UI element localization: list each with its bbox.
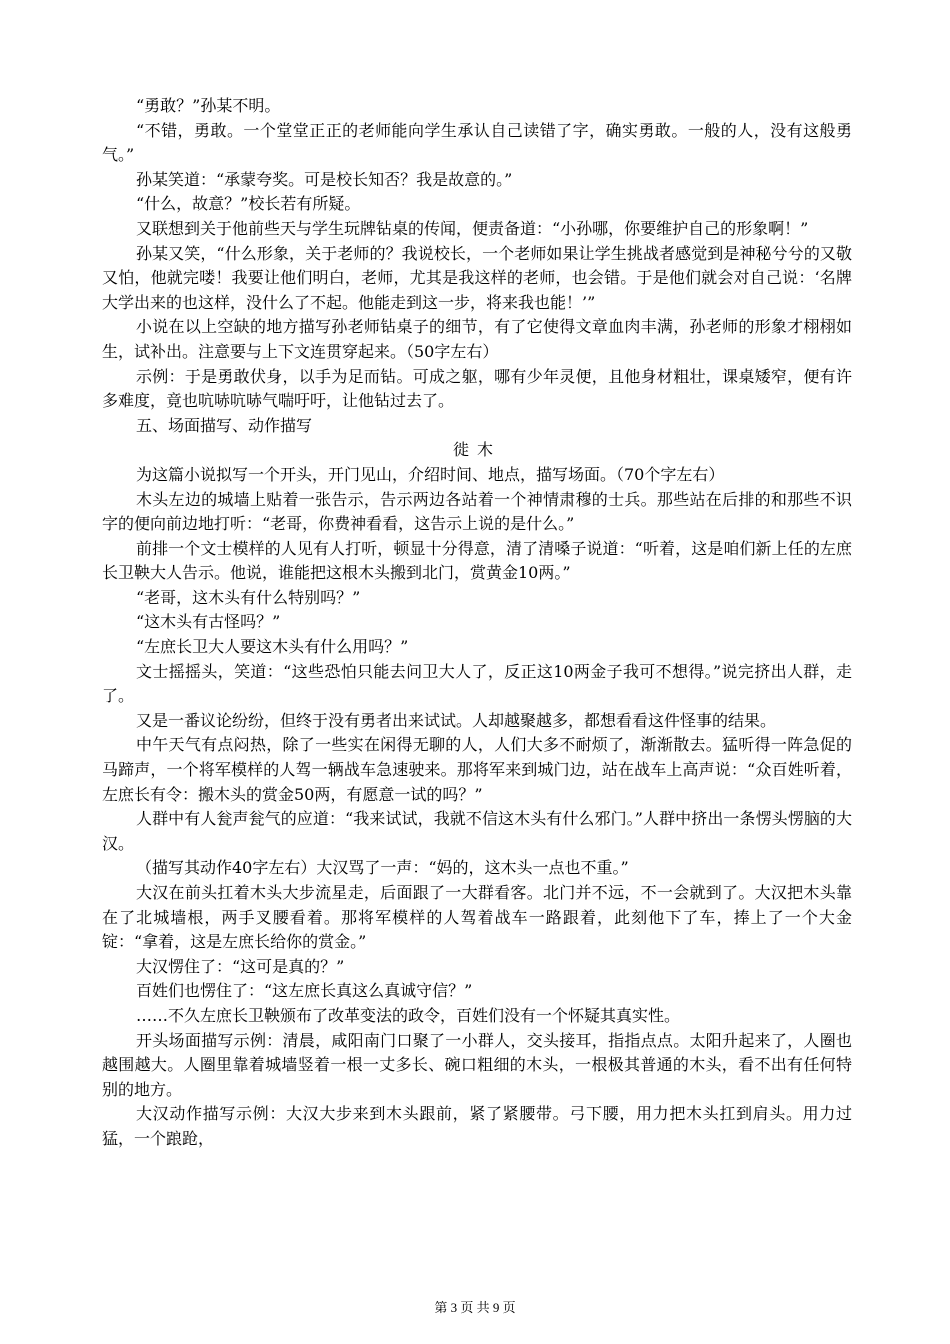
paragraph: “老哥，这木头有什么特别吗？”	[136, 587, 361, 607]
paragraph: 又是一番议论纷纷，但终于没有勇者出来试试。人却越聚越多，都想看看这件怪事的结果。	[136, 710, 777, 730]
paragraph: 大汉动作描写示例：大汉大步来到木头跟前，紧了紧腰带。弓下腰，用力把木头扛到肩头。用力过猛，一个踉跄，	[102, 1104, 852, 1148]
paragraph: 又联想到关于他前些天与学生玩牌钻桌的传闻，便责备道：“小孙哪，你要维护自己的形象啊！”	[136, 218, 809, 238]
paragraph: “什么，故意？”校长若有所疑。	[136, 194, 361, 214]
paragraph: ……不久左庶长卫鞅颁布了改革变法的政令，百姓们没有一个怀疑其真实性。	[136, 1005, 681, 1025]
paragraph: 中午天气有点闷热，除了一些实在闲得无聊的人，人们大多不耐烦了，渐渐散去。猛听得一阵急促的马蹄声，一个将军模样的人驾一辆战车急速驶来。那将军来到城门边，站在战车上高声说：“众百姓听着，左庶长有令：搬木头的赏金50两，有愿意一试的吗？”	[102, 735, 852, 804]
paragraph: 开头场面描写示例：清晨，咸阳南门口聚了一小群人，交头接耳，指指点点。太阳升起来了，人圈也越围越大。人圈里靠着城墙竖着一根一丈多长、碗口粗细的木头，一根极其普通的木头，看不出有任何特别的地方。	[102, 1030, 852, 1099]
paragraph: “这木头有古怪吗？”	[136, 612, 281, 632]
paragraph: 孙某又笑，“什么形象，关于老师的？我说校长，一个老师如果让学生挑战者感觉到是神秘兮兮的又敬又怕，他就完喽！我要让他们明白，老师，尤其是我这样的老师，也会错。于是他们就会对自己说：‘名牌大学出来的也这样，没什么了不起。他能走到这一步，将来我也能！’”	[102, 243, 852, 312]
story-title: 徙木	[452, 440, 501, 460]
page-number-footer: 第 3 页 共 9 页	[434, 1300, 516, 1315]
paragraph: “左庶长卫大人要这木头有什么用吗？”	[136, 637, 409, 657]
section-heading: 五、场面描写、动作描写	[136, 415, 313, 435]
document-body	[102, 94, 852, 1152]
paragraph: 孙某笑道：“承蒙夸奖。可是校长知否？我是故意的。”	[136, 169, 513, 189]
paragraph: 为这篇小说拟写一个开头，开门见山，介绍时间、地点，描写场面。（70个字左右）	[136, 464, 725, 484]
paragraph: 大汉在前头扛着木头大步流星走，后面跟了一大群看客。北门并不远，不一会就到了。大汉把木头靠在了北城墙根，两手叉腰看着。那将军模样的人驾着战车一路跟着，此刻他下了车，捧上了一个大金锭：“拿着，这是左庶长给你的赏金。”	[102, 883, 852, 952]
paragraph: 百姓们也愣住了：“这左庶长真这么真诚守信？”	[136, 981, 473, 1001]
paragraph: 前排一个文士模样的人见有人打听，顿显十分得意，清了清嗓子说道：“听着，这是咱们新上任的左庶长卫鞅大人告示。他说，谁能把这根木头搬到北门，赏黄金10两。”	[102, 538, 852, 583]
paragraph: “勇敢？”孙某不明。	[136, 96, 281, 115]
paragraph: 人群中有人瓮声瓮气的应道：“我来试试，我就不信这木头有什么邪门。”人群中挤出一条愣头愣脑的大汉。	[102, 809, 852, 853]
paragraph: “不错，勇敢。一个堂堂正正的老师能向学生承认自己读错了字，确实勇敢。一般的人，没有这般勇气。”	[102, 120, 852, 165]
paragraph: 木头左边的城墙上贴着一张告示，告示两边各站着一个神情肃穆的士兵。那些站在后排的和那些不识字的便向前边地打听：“老哥，你费神看看，这告示上说的是什么。”	[102, 489, 852, 534]
paragraph: （描写其动作40字左右）大汉骂了一声：“妈的，这木头一点也不重。”	[136, 858, 629, 878]
paragraph: 大汉愣住了：“这可是真的？”	[136, 956, 345, 976]
paragraph: 文士摇摇头，笑道：“这些恐怕只能去问卫大人了，反正这10两金子我可不想得。”说完挤出人群，走了。	[102, 661, 852, 706]
paragraph: 示例：于是勇敢伏身，以手为足而钻。可成之躯，哪有少年灵便，且他身材粗壮，课桌矮窄，便有许多难度，竟也吭哧吭哧气喘吁吁，让他钻过去了。	[102, 366, 852, 411]
paragraph: 小说在以上空缺的地方描写孙老师钻桌子的细节，有了它使得文章血肉丰满，孙老师的形象才栩栩如生，试补出。注意要与上下文连贯穿起来。（50字左右）	[102, 317, 852, 361]
